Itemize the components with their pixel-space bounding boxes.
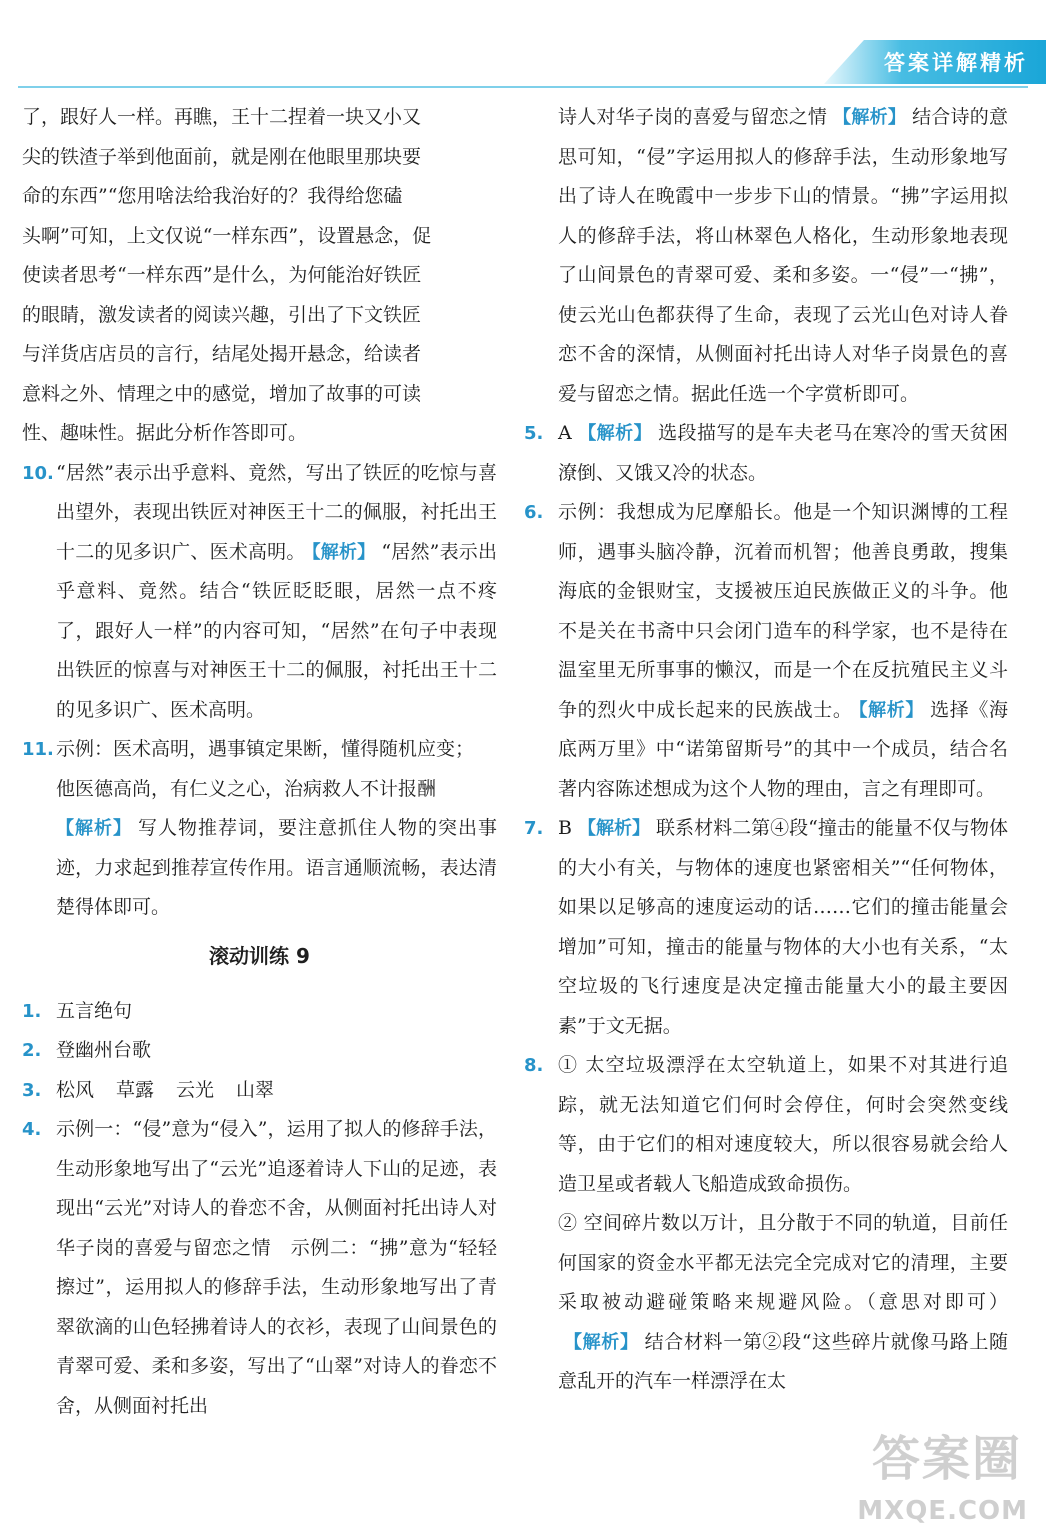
section-title: 滚动训练 9	[209, 943, 310, 968]
answer-text: “居然”表示出乎意料、竟然，写出了铁匠的吃惊与喜出望外，表现出铁匠对神医王十二的佩服，衬托出王十二的见多识广、医术高明。 【解析】 “居然”表示出乎意料、竟然。结合“铁匠眨眨眼，居然一点不疼了，跟好人一样”的内容可知，“居然”在句子中表现出铁匠的惊喜与对神医王十二的佩服，衬托出王十二的见多识广、医术高明。	[56, 461, 497, 721]
question-8	[524, 1046, 1008, 1402]
answer-part-1: ① 太空垃圾漂浮在太空轨道上，如果不对其进行追踪，就无法知道它们何时会停住，何时会突然变线等，由于它们的相对速度较大，所以很容易就会给人造卫星或者载人飞船造成致命损伤。	[558, 1054, 1008, 1195]
answer-text: 五言绝句	[56, 999, 133, 1022]
question-5	[524, 414, 1008, 493]
answer-item: 松风	[56, 1078, 95, 1101]
header-rule	[18, 86, 1028, 88]
text-line: 尖的铁渣子举到他面前，就是刚在他眼里那块要	[22, 145, 422, 168]
answer-text: A 【解析】 选段描写的是车夫老马在寒冷的雪天贫困潦倒、又饿又冷的状态。	[558, 422, 1008, 484]
question-7	[524, 809, 1008, 1046]
analysis-text: 选段描写的是车夫老马在寒冷的雪天贫困潦倒、又饿又冷的状态。	[558, 422, 1008, 484]
q9-continuation	[22, 98, 497, 454]
text-line: 了，跟好人一样。再瞧，王十二捏着一块又小又	[22, 106, 422, 128]
question-number: 7.	[524, 818, 544, 839]
analysis-tag: 【解析】	[577, 423, 653, 444]
header-title: 答案详解精析	[884, 51, 1028, 75]
analysis-tag: 【解析】	[858, 699, 925, 721]
answer-text: 登幽州台歌	[56, 1039, 152, 1061]
question-number: 6.	[524, 502, 544, 523]
analysis-text: 结合材料一第②段“这些碎片就像马路上随意乱开的汽车一样漂浮在太	[558, 1330, 1009, 1392]
question-number: 8.	[524, 1055, 544, 1076]
question-number: 4.	[22, 1119, 42, 1140]
answer-text	[56, 1071, 497, 1111]
question-number: 2.	[22, 1040, 42, 1061]
text-line: 的眼睛，激发读者的阅读兴趣，引出了下文铁匠	[22, 303, 422, 326]
analysis-tag: 【解析】	[564, 1331, 639, 1353]
answer-part-2: ② 空间碎片数以万计，且分散于不同的轨道，目前任何国家的资金水平都无法完全完成对它的清理，主要采取被动避碰策略来规避风险。（意思对即可）【解析】 结合材料一第②段“这些碎片就像马路上随意乱开的汽车一样漂浮在太	[558, 1212, 1009, 1392]
text-line: 头啊”可知，上文仅说“一样东西”，设置悬念，促	[22, 224, 432, 247]
answer-text	[558, 1046, 1008, 1402]
answer-text: B 【解析】 联系材料二第④段“撞击的能量不仅与物体的大小有关，与物体的速度也紧密相关”“任何物体，如果以足够高的速度运动的话……它们的撞击能量会增加”可知，撞击的能量与物体的大小也有关系，“太空垃圾的飞行速度是决定撞击能量大小的最主要因素”于文无据。	[558, 817, 1009, 1037]
watermark-logo	[854, 1420, 1032, 1526]
analysis-text: 选择《海底两万里》中“诺第留斯号”的其中一个成员，结合名著内容陈述想成为这个人物的理由，言之有理即可。	[558, 698, 1008, 800]
analysis-text: “居然”表示出乎意料、竟然。结合“铁匠眨眨眼，居然一点不疼了，跟好人一样”的内容可知，“居然”在句子中表现出铁匠的惊喜与对神医王十二的佩服，衬托出王十二的见多识广、医术高明。	[56, 540, 497, 721]
answer-text: 示例一：“侵”意为“侵入”，运用了拟人的修辞手法，生动形象地写出了“云光”追逐着诗人下山的足迹，表现出“云光”对诗人的眷恋不舍，从侧面衬托出诗人对华子岗的喜爱与留恋之情 示例二：“拂”意为“轻轻擦过”，运用拟人的修辞手法，生动形象地写出了青翠欲滴的山色轻拂着诗人的衣衫，表现了山间景色的青翠可爱、柔和多姿，写出了“山翠”对诗人的眷恋不舍，从侧面衬托出	[56, 1118, 497, 1417]
question-number: 10.	[22, 462, 54, 484]
analysis-text: 写人物推荐词，要注意抓住人物的突出事迹，力求起到推荐宣传作用。语言通顺流畅，表达清楚得体即可。	[56, 817, 497, 918]
page-header	[0, 0, 1046, 96]
question-2	[22, 1031, 497, 1071]
text-line: 使读者思考“一样东西”是什么，为何能治好铁匠	[22, 264, 422, 286]
analysis-text: 结合诗的意思可知，“侵”字运用拟人的修辞手法，生动形象地写出了诗人在晚霞中一步步下山的情景。“拂”字运用拟人的修辞手法，将山林翠色人格化，生动形象地表现了山间景色的青翠可爱、柔和多姿。一“侵”一“拂”，使云光山色都获得了生命，表现了云光山色对诗人眷恋不舍的深情，从侧面衬托出诗人对华子岗景色的喜爱与留恋之情。据此任选一个字赏析即可。	[558, 106, 1008, 405]
left-column	[22, 98, 497, 1426]
right-column	[524, 98, 1008, 1402]
question-1	[22, 992, 497, 1032]
question-number: 1.	[22, 1000, 42, 1022]
analysis-tag: 【解析】	[311, 541, 376, 563]
question-4	[22, 1110, 497, 1426]
question-11	[22, 730, 497, 928]
question-3	[22, 1071, 497, 1111]
text-line: 与洋货店店员的言行，结尾处揭开悬念，给读者	[22, 343, 422, 365]
question-10	[22, 454, 497, 731]
question-number: 5.	[524, 423, 544, 444]
answer-item: 云光	[176, 1078, 215, 1101]
analysis-tag: 【解析】	[577, 818, 651, 839]
watermark-logo-text: 答案圈	[871, 1431, 1022, 1487]
text-line: 性、趣味性。据此分析作答即可。	[22, 422, 308, 444]
text-line: 命的东西”“您用啥法给我治好的？我得给您磕	[22, 185, 403, 207]
analysis-tag: 【解析】	[56, 818, 132, 839]
text-line: 意料之外、情理之中的感觉，增加了故事的可读	[22, 382, 422, 405]
watermark-url: MXQE.COM	[857, 1496, 1028, 1526]
question-number: 3.	[22, 1079, 42, 1101]
question-6	[524, 493, 1008, 809]
question-number: 11.	[22, 739, 54, 760]
analysis-tag: 【解析】	[833, 107, 907, 128]
q4-continuation: 诗人对华子岗的喜爱与留恋之情 【解析】 结合诗的意思可知，“侵”字运用拟人的修辞手法，生动形象地写出了诗人在晚霞中一步步下山的情景。“拂”字运用拟人的修辞手法，将山林翠色人格化，生动形象地表现了山间景色的青翠可爱、柔和多姿。一“侵”一“拂”，使云光山色都获得了生命，表现了云光山色对诗人眷恋不舍的深情，从侧面衬托出诗人对华子岗景色的喜爱与留恋之情。据此任选一个字赏析即可。	[558, 106, 1008, 405]
answer-text: 示例：我想成为尼摩船长。他是一个知识渊博的工程师，遇事头脑冷静，沉着而机智；他善良勇敢，搜集海底的金银财宝，支援被压迫民族做正义的斗争。他不是关在书斋中只会闭门造车的科学家，也不是待在温室里无所事事的懒汉，而是一个在反抗殖民主义斗争的烈火中成长起来的民族战士。 【解析】 选择《海底两万里》中“诺第留斯号”的其中一个成员，结合名著内容陈述想成为这个人物的理由，言之有理即可。	[558, 501, 1008, 800]
analysis-text: 联系材料二第④段“撞击的能量不仅与物体的大小有关，与物体的速度也紧密相关”“任何物体，如果以足够高的速度运动的话……它们的撞击能量会增加”可知，撞击的能量与物体的大小也有关系，“太空垃圾的飞行速度是决定撞击能量大小的最主要因素”于文无据。	[558, 817, 1009, 1037]
answer-item: 山翠	[236, 1078, 275, 1101]
answer-item: 草露	[116, 1078, 155, 1101]
answer-text: 示例：医术高明，遇事镇定果断，懂得随机应变； 他医德高尚，有仁义之心，治病救人不计报酬 【解析】 写人物推荐词，要注意抓住人物的突出事迹，力求起到推荐宣传作用。语言通顺流畅，表达清楚得体即可。	[56, 738, 497, 918]
